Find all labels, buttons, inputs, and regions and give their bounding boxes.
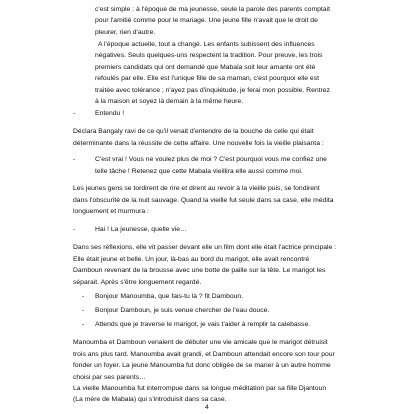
- text-line: Elle était jeune et belle. Un jour, là-bas au bord du marigot, elle avait rencontré: [73, 256, 310, 263]
- dialogue-dash: -: [82, 321, 85, 328]
- text-line: dans l'obscurité de la nuit sauvage. Quand la vieille fut seule dans sa case, elle médita: [73, 197, 334, 204]
- text-line: pleurer, rien d'autre.: [95, 29, 156, 36]
- dialogue-dash: -: [82, 307, 85, 314]
- page-number: 4: [205, 404, 209, 411]
- text-line: (La mère de Mabala) qui s'introduisit dans sa case.: [73, 396, 227, 403]
- text-line: fonder un foyer. La jeune Manoumba fut donc obligée de se marier à un autre homme: [73, 362, 331, 369]
- text-line: Déclara Bangaly ravi de ce qu'il venait d'entendre de la bouche de celle qui était: [73, 128, 314, 135]
- text-line: Manoumba et Damboun venaient de débuter une vie amicale que le marigot détruisit: [73, 339, 328, 346]
- dialogue-dash: -: [82, 293, 85, 300]
- text-line: à la maison et soyez là demain à la même heure.: [95, 98, 244, 105]
- text-line: Dans ses réflexions, elle vit passer devant elle un film dont elle était l'actrice principale :: [73, 244, 337, 251]
- text-line: longuement et murmura :: [73, 208, 149, 215]
- text-line: La vieille Manoumba fut interrompue dans sa longue méditation par sa fille Djantoun: [73, 385, 327, 392]
- text-line: traitée avec tolérance ; n'ayez pas d'inquiétude, je ferai mon possible. Rentrez: [95, 87, 330, 94]
- text-line: choisi par ses parents…: [73, 374, 146, 381]
- text-line: Les jeunes gens se tordirent de rire et dirent au revoir à la vieille puis, se fondirent: [73, 185, 320, 192]
- dialogue-line: Bonjour Damboun, je suis venue chercher de l'eau douce.: [95, 307, 270, 314]
- text-line: Damboun revenant de la brousse avec une botte de paille sur la tête. Le marigot les: [73, 267, 326, 274]
- text-line: trois ans plus tard. Manoumba avait grandi, et Damboun attendait encore son tour pour: [73, 351, 335, 358]
- text-line: déterminante dans la réussite de cette affaire. Une nouvelle fois la vieille plaisanta :: [73, 140, 324, 147]
- dialogue-line: Hai ! La jeunesse, quelle vie…: [95, 226, 187, 233]
- text-line: séparait. Après s'être longuement regardé.: [73, 279, 202, 286]
- dialogue-line: telle tâche ! Retenez que cette Mabala vieillira elle aussi comme moi.: [95, 168, 303, 175]
- text-line: pour l'amitié comme pour le mariage. Une jeune fille n'avait que le droit de: [95, 17, 318, 24]
- dialogue-line: Attends que je traverse le marigot, je vais t'aider à remplir ta calebasse.: [95, 321, 311, 328]
- dialogue-line: C'est vrai ! Vous ne voulez plus de moi ? C'est pourquoi vous me confiez une: [95, 156, 327, 163]
- dialogue-dash: -: [73, 110, 76, 117]
- dialogue-line: Entendu !: [95, 110, 125, 117]
- text-line: A l'époque actuelle, tout a changé. Les enfants subissent des influences: [98, 41, 315, 48]
- text-line: premiers candidats qui ont demandé que Mabala soit leur amante ont été: [95, 64, 316, 71]
- dialogue-dash: -: [73, 226, 76, 233]
- dialogue-dash: -: [73, 156, 76, 163]
- text-line: négatives. Seuls quelques-uns respectent la tradition. Pour preuve, les trois: [95, 52, 323, 59]
- dialogue-line: Bonjour Manoumba, que fais-tu là ? fit Damboun.: [95, 293, 244, 300]
- text-line: refoulés par elle. Elle est l'unique fille de sa maman, c'est pourquoi elle est: [95, 75, 319, 82]
- text-line: c'est simple : à l'époque de ma jeunesse, seule la parole des parents comptait: [95, 6, 330, 13]
